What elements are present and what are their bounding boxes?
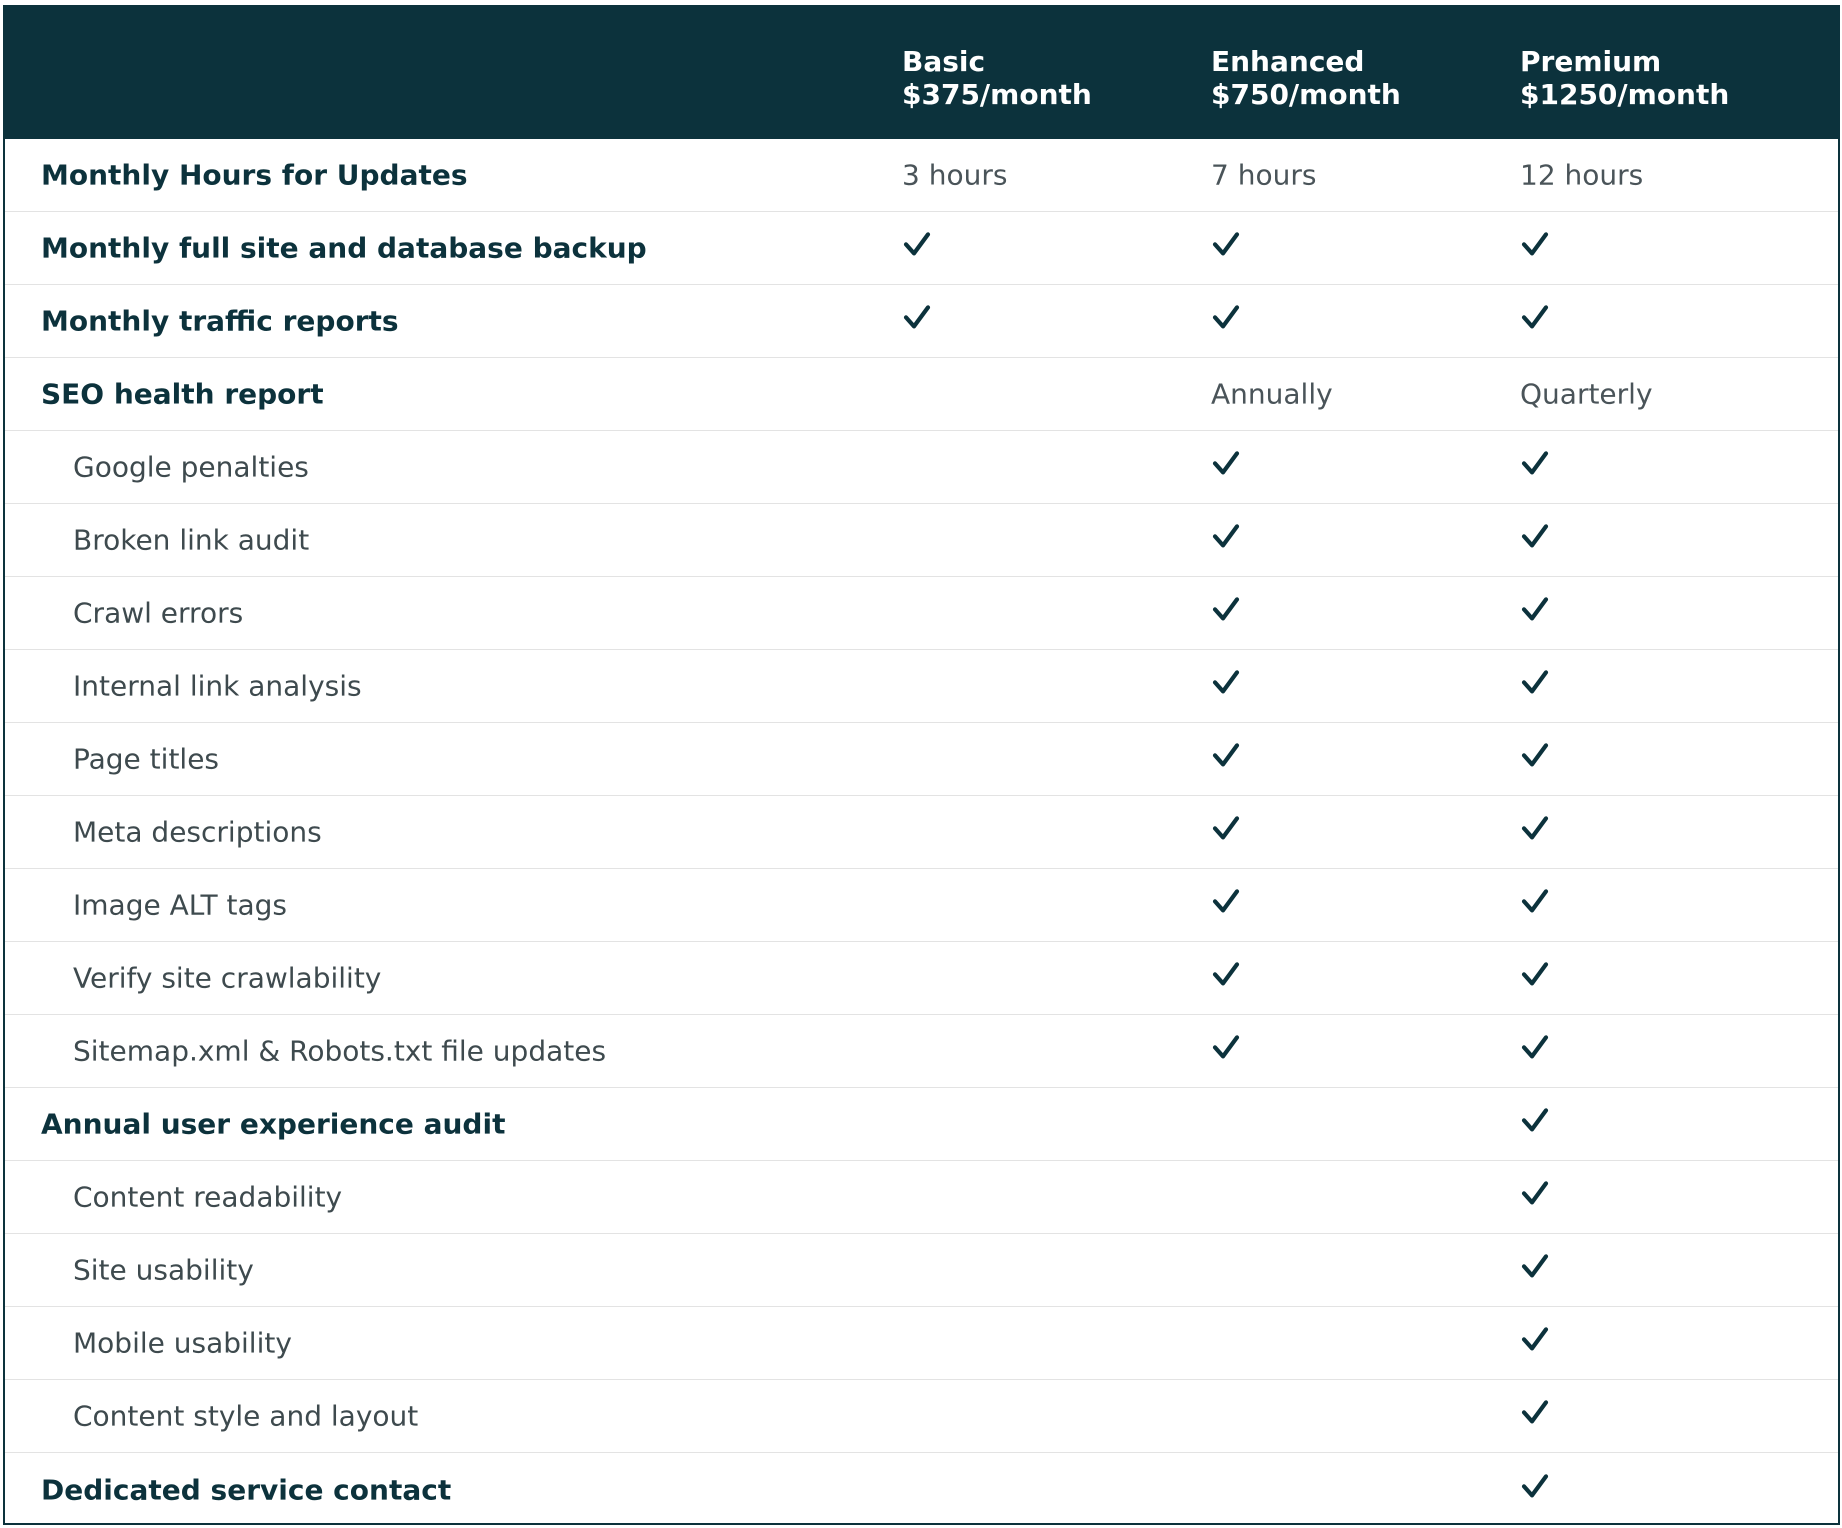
table-row [5,212,1838,285]
check-icon [1520,740,1550,770]
check-icon [1520,1471,1550,1501]
table-row [5,796,1838,869]
check-icon [1520,667,1550,697]
feature-label: Monthly traffic reports [41,304,399,338]
plan-value: Quarterly [1520,377,1653,411]
subfeature-label: Google penalties [73,450,309,484]
table-header [5,7,1838,139]
table-row [5,1380,1838,1453]
table-row [5,139,1838,212]
table-row [5,358,1838,431]
plan-name: Enhanced [1211,45,1365,78]
plan-premium-header [1520,45,1729,111]
check-icon [902,229,932,259]
feature-label: SEO health report [41,377,324,411]
subfeature-label: Content style and layout [73,1399,419,1433]
check-icon [902,302,932,332]
table-row [5,650,1838,723]
subfeature-label: Meta descriptions [73,815,322,849]
feature-label: Dedicated service contact [41,1473,452,1506]
check-icon [1211,229,1241,259]
subfeature-label: Image ALT tags [73,888,287,922]
check-icon [1211,667,1241,697]
table-row [5,1234,1838,1307]
check-icon [1520,1397,1550,1427]
check-icon [1520,1251,1550,1281]
table-row [5,942,1838,1015]
plan-price: $375/month [902,78,1092,111]
check-icon [1211,521,1241,551]
subfeature-label: Internal link analysis [73,669,362,703]
check-icon [1520,302,1550,332]
check-icon [1211,1032,1241,1062]
subfeature-label: Crawl errors [73,596,244,630]
plan-name: Premium [1520,45,1662,78]
check-icon [1211,448,1241,478]
plan-value: 12 hours [1520,158,1644,192]
check-icon [1520,1178,1550,1208]
table-row [5,1015,1838,1088]
check-icon [1211,886,1241,916]
plan-price: $1250/month [1520,78,1730,111]
subfeature-label: Site usability [73,1253,254,1287]
check-icon [1520,521,1550,551]
check-icon [1520,448,1550,478]
check-icon [1520,886,1550,916]
plan-price: $750/month [1211,78,1401,111]
subfeature-label: Sitemap.xml & Robots.txt file updates [73,1034,607,1068]
plan-name: Basic [902,45,986,78]
table-row [5,869,1838,942]
check-icon [1520,1105,1550,1135]
check-icon [1520,229,1550,259]
plan-enhanced-header [1211,45,1401,111]
subfeature-label: Mobile usability [73,1326,292,1360]
table-row [5,577,1838,650]
check-icon [1520,594,1550,624]
feature-label: Monthly Hours for Updates [41,158,468,192]
table-row [5,1161,1838,1234]
subfeature-label: Verify site crawlability [73,961,382,995]
check-icon [1211,302,1241,332]
table-row [5,723,1838,796]
plan-value: 3 hours [902,158,1008,192]
feature-label: Monthly full site and database backup [41,231,647,265]
check-icon [1211,813,1241,843]
table-row [5,431,1838,504]
check-icon [1211,959,1241,989]
check-icon [1520,959,1550,989]
table-row [5,285,1838,358]
table-row [5,1088,1838,1161]
table-row [5,1453,1838,1526]
pricing-comparison-table [3,5,1840,1525]
subfeature-label: Broken link audit [73,523,310,557]
plan-value: Annually [1211,377,1333,411]
table-row [5,504,1838,577]
check-icon [1211,594,1241,624]
check-icon [1211,740,1241,770]
check-icon [1520,813,1550,843]
plan-value: 7 hours [1211,158,1317,192]
subfeature-label: Page titles [73,742,220,776]
check-icon [1520,1324,1550,1354]
check-icon [1520,1032,1550,1062]
table-row [5,1307,1838,1380]
subfeature-label: Content readability [73,1180,343,1214]
plan-basic-header [902,45,1092,111]
feature-label: Annual user experience audit [41,1107,506,1141]
